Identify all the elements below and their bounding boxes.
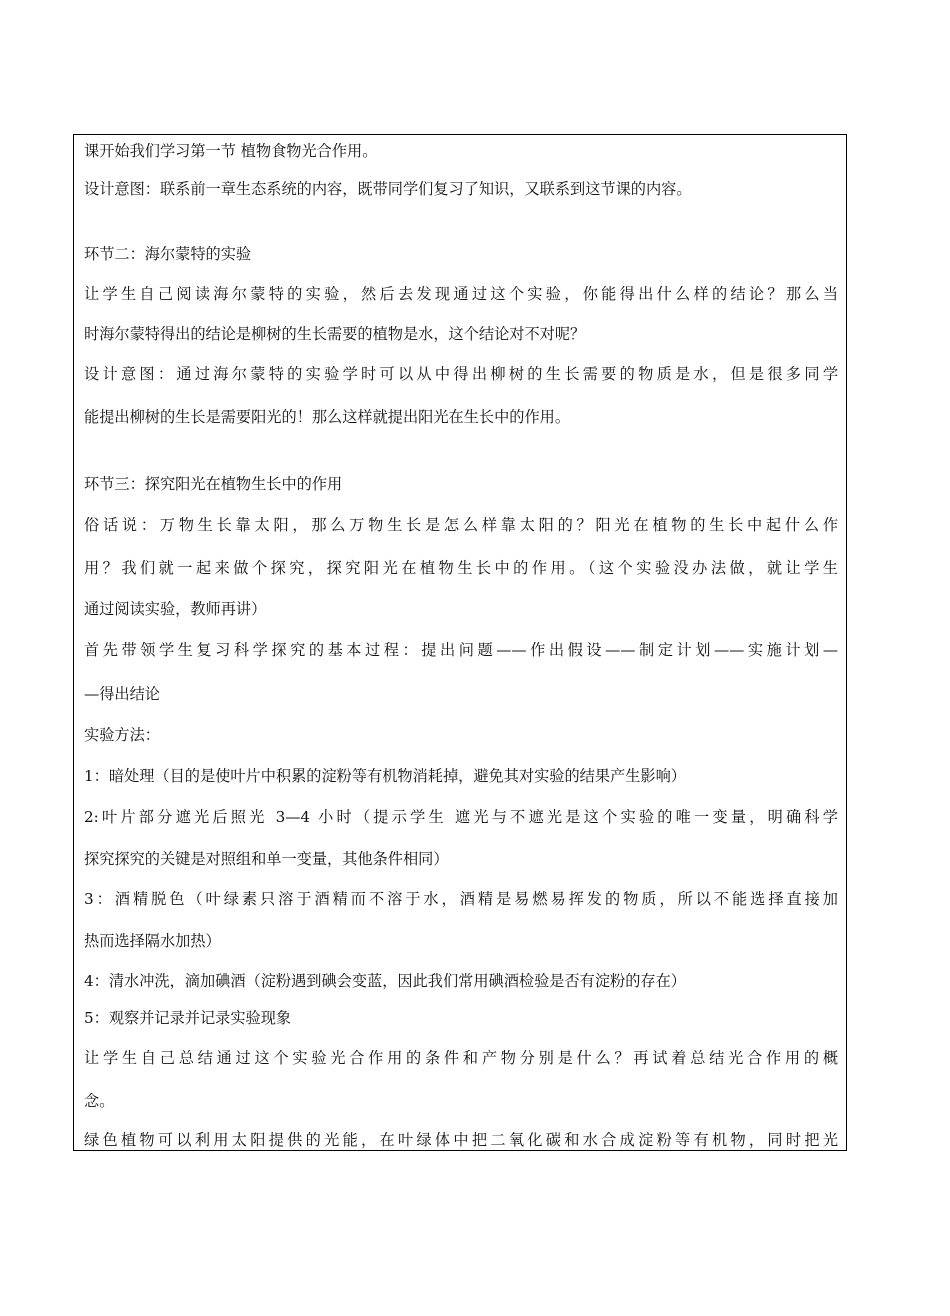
list-item: 5：观察并记录并记录实验现象 xyxy=(84,1009,292,1027)
list-item: 1：暗处理（目的是使叶片中积累的淀粉等有机物消耗掉，避免其对实验的结果产生影响） xyxy=(84,767,686,785)
text-line: 能提出柳树的生长是需要阳光的！那么这样就提出阳光在生长中的作用。 xyxy=(84,408,570,426)
section-heading: 环节三：探究阳光在植物生长中的作用 xyxy=(84,475,343,493)
section-heading: 环节二：海尔蒙特的实验 xyxy=(84,245,252,263)
text-line: 用？我们就一起来做个探究，探究阳光在植物生长中的作用。（这个实验没办法做，就让学生 xyxy=(84,559,838,577)
text-line: 设计意图：通过海尔蒙特的实验学时可以从中得出柳树的生长需要的物质是水，但是很多同学 xyxy=(84,365,838,383)
text-line: 让学生自己阅读海尔蒙特的实验，然后去发现通过这个实验，你能得出什么样的结论？那么当 xyxy=(84,285,838,303)
text-line: 首先带领学生复习科学探究的基本过程：提出问题——作出假设——制定计划——实施计划— xyxy=(84,641,838,659)
text-line: 热而选择隔水加热） xyxy=(84,932,221,950)
text-line: 探究探究的关键是对照组和单一变量，其他条件相同） xyxy=(84,850,449,868)
text-line: 念。 xyxy=(84,1092,115,1110)
list-item: 2:叶片部分遮光后照光 3—4 小时（提示学生 遮光与不遮光是这个实验的唯一变量，明确科学 xyxy=(84,808,838,826)
document-table-cell xyxy=(73,134,847,1151)
text-line: —得出结论 xyxy=(84,685,160,703)
list-item: 4：清水冲洗，滴加碘酒（淀粉遇到碘会变蓝，因此我们常用碘酒检验是否有淀粉的存在） xyxy=(84,972,686,990)
list-item: 3：酒精脱色（叶绿素只溶于酒精而不溶于水，酒精是易燃易挥发的物质，所以不能选择直接加 xyxy=(84,890,838,908)
text-line: 绿色植物可以利用太阳提供的光能，在叶绿体中把二氧化碳和水合成淀粉等有机物，同时把光 xyxy=(84,1131,838,1149)
text-line: 实验方法： xyxy=(84,726,160,744)
text-line: 俗话说：万物生长靠太阳，那么万物生长是怎么样靠太阳的？阳光在植物的生长中起什么作 xyxy=(84,516,838,534)
text-line: 通过阅读实验，教师再讲） xyxy=(84,600,267,618)
text-line: 让学生自己总结通过这个实验光合作用的条件和产物分别是什么？再试着总结光合作用的概 xyxy=(84,1049,838,1067)
text-line: 课开始我们学习第一节 植物食物光合作用。 xyxy=(84,142,378,160)
text-line: 时海尔蒙特得出的结论是柳树的生长需要的植物是水，这个结论对不对呢？ xyxy=(84,325,586,343)
text-line: 设计意图：联系前一章生态系统的内容，既带同学们复习了知识，又联系到这节课的内容。 xyxy=(84,180,692,198)
